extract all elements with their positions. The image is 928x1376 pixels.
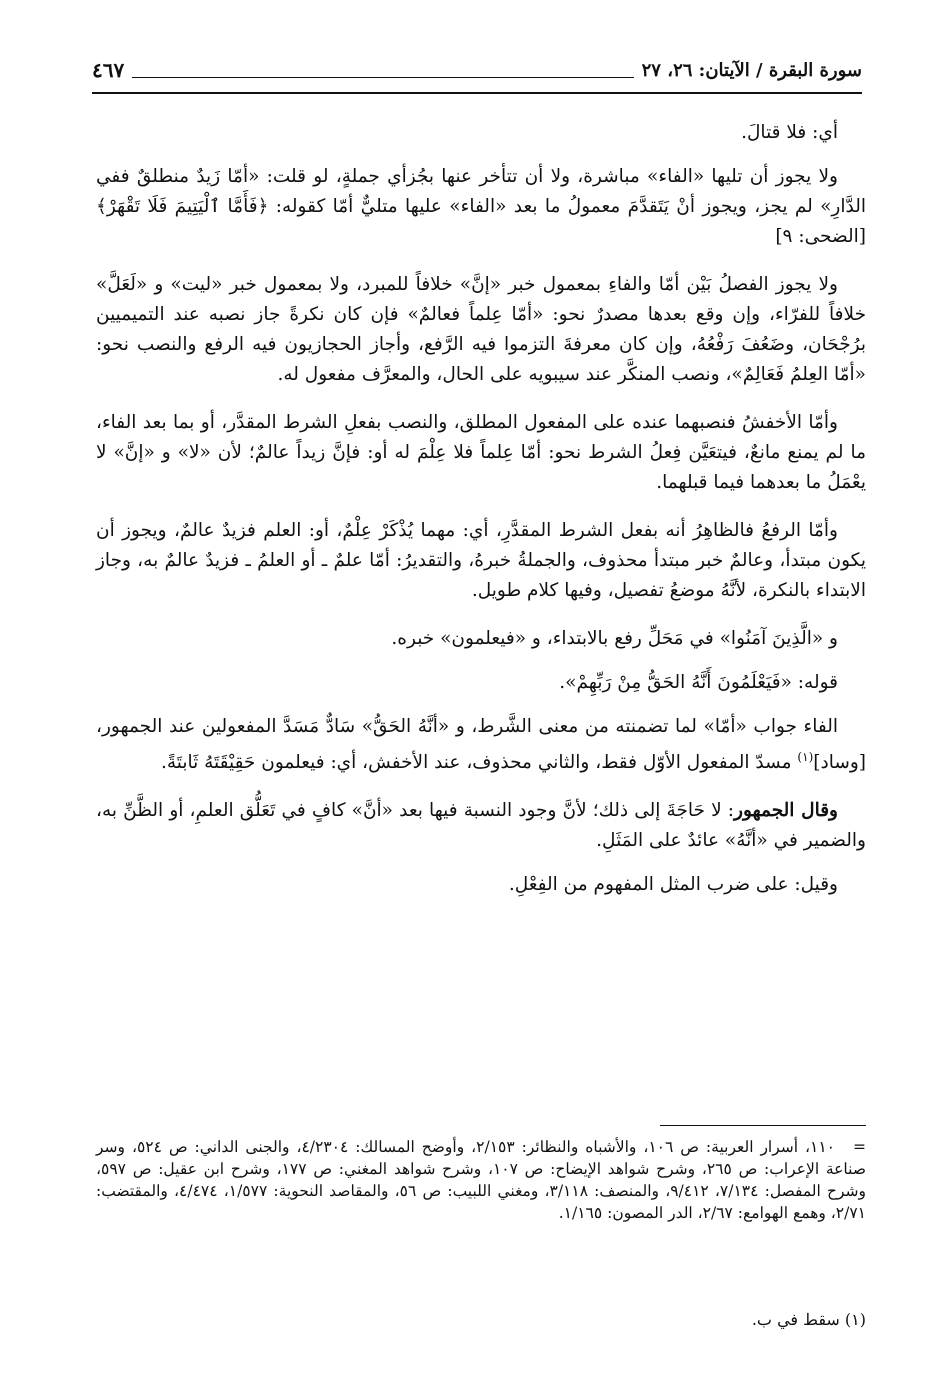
main-text (96, 118, 866, 918)
page-number: ٤٦٧ (92, 58, 125, 82)
paragraph-2: ولا يجوز أن تليها «الفاء» مباشرة، ولا أن تتأخر عنها بجُزأي جملةٍ، لو قلت: «أمّا زَيدٌ منطلقٌ ففي الدَّارِ» لم يجز، ويجوز أنْ يَتَقدَّمَ معمولُ ما بعد «الفاء» عليها متليٌّ أمّا كقوله: ﴿فَأَمَّا ٱلْيَتِيمَ فَلَا تَقْهَرْ﴾ [الضحى: ٩] (96, 166, 866, 247)
paragraph-10: وقيل: على ضرب المثل المفهوم من الفِعْلِ. (508, 874, 838, 896)
footnote-ref-1: (١) (797, 750, 814, 764)
paragraph-1: أي: فلا قتالَ. (741, 122, 838, 143)
footnote-continuation (96, 1136, 866, 1224)
paragraph-8-text-a: الفاء جواب «أمّا» لما تضمنته من معنى الشَّرط، و «أنَّهُ الحَقُّ» سَادٌّ مَسَدَّ المفعولين عند الجمهور، [وساد] (96, 716, 866, 774)
footnote-rule (660, 1125, 866, 1126)
footnote-continuation-text: ١١٠، أسرار العربية: ص ١٠٦، والأشباه والنظائر: ٢/١٥٣، وأوضح المسالك: ٤/٢٣٠٤، والجنى الداني: ص ٥٢٤، وسر صناعة الإعراب: ص ٢٦٥، وشرح شواهد الإيضاح: ص ١٠٧، وشرح شواهد المغني: ص ١٧٧، وشرح ابن عقيل: ص ٥٩٧، وشرح المفصل: ٧/١٣٤، ٩/٤١٢، والمنصف: ٣/١١٨، ومغني اللبيب: ص ٥٦، والمقاصد النحوية: ١/٥٧٧، ٤/٤٧٤، والمقتضب: ٢/٧١، وهمع الهوامع: ٢/٦٧، الدر المصون: ١/١٦٥. (96, 1138, 867, 1222)
paragraph-9 (96, 796, 866, 856)
header-leader-line (132, 63, 633, 78)
running-header (92, 56, 862, 84)
footnotes (96, 1136, 866, 1224)
paragraph-8-text-b: مسدّ المفعول الأوّل فقط، والثاني محذوف، عند الأخفش، أي: فيعلمون حَقِيْقَتَهُ ثَابتَةً. (160, 752, 798, 774)
paragraph-5: وأمّا الرفعُ فالظاهِرُ أنه بفعل الشرط المقدَّرِ، أي: مهما يُذْكَرْ عِلْمٌ، أو: العلم فزيدٌ عالمٌ، ويجوز أن يكون مبتدأ، وعالمٌ خبر مبتدأ محذوف، والجملةُ خبرهُ، والتقديرُ: أمّا علمٌ ـ أو العلمُ ـ فزيدٌ عالمٌ به، وجاز الابتداء بالنكرة، لأنَّهُ موضعُ تفصيل، وفيها كلام طويل. (96, 520, 866, 601)
header-rule (92, 92, 862, 94)
footnote-1: (١) سقط في ب. (751, 1310, 866, 1329)
paragraph-4: وأمّا الأخفشُ فنصبهما عنده على المفعول المطلق، والنصب بفعلِ الشرط المقدَّر، أو بما بعد الفاء، ما لم يمنع مانعٌ، فيتعَيَّن فِعلُ الشرط نحو: أمّا عِلماً فلا عِلْمَ له أو: فإنَّ زيداً عالمٌ؛ لأن «لا» و «إنَّ» لا يعْمَلُ ما بعدهما فيما قبلهما. (96, 412, 866, 493)
paragraph-9-lead: وقال الجمهور (734, 800, 838, 822)
paragraph-9-text: : لا حَاجَةَ إلى ذلك؛ لأنَّ وجود النسبة فيها بعد «أنَّ» كافٍ في تَعَلُّق العلمِ، أو الظَّنِّ به، والضمير في «أنَّهُ» عائدٌ على المَثَلِ. (96, 800, 866, 852)
header-title: سورة البقرة / الآيتان: ٢٦، ٢٧ (641, 59, 862, 81)
footnote-continuation-mark: = (853, 1138, 867, 1156)
paragraph-8 (96, 712, 866, 778)
paragraph-3: ولا يجوز الفصلُ بَيْن أمّا والفاءِ بمعمول خبر «إنَّ» خلافاً للمبرد، ولا بمعمول خبر «ليت» و «لَعَلَّ» خلافاً للفرّاء، وإن وقع بعدها مصدرٌ نحو: «أمّا عِلماً فعالمٌ» فإن كان نكرةً جاز نصبه عند التميميين برُجْحَان، وضَعُفَ رَفْعُهُ، وإن كان معرفةَ التزموا فيه الرَّفع، وأجاز الحجازيون فيه الرفع والنصب نحو: «أمّا العِلمُ فَعَالِمٌ»، ونصب المنكَّر عند سيبويه على الحال، والمعرَّف مفعول له. (96, 274, 866, 385)
paragraph-6: و «الَّذِينَ آمَنُوا» في مَحَلِّ رفع بالابتداء، و «فيعلمون» خبره. (391, 628, 838, 649)
paragraph-7: قوله: «فَيَعْلَمُونَ أَنَّهُ الحَقُّ مِنْ رَبِّهِمْ». (559, 672, 838, 693)
